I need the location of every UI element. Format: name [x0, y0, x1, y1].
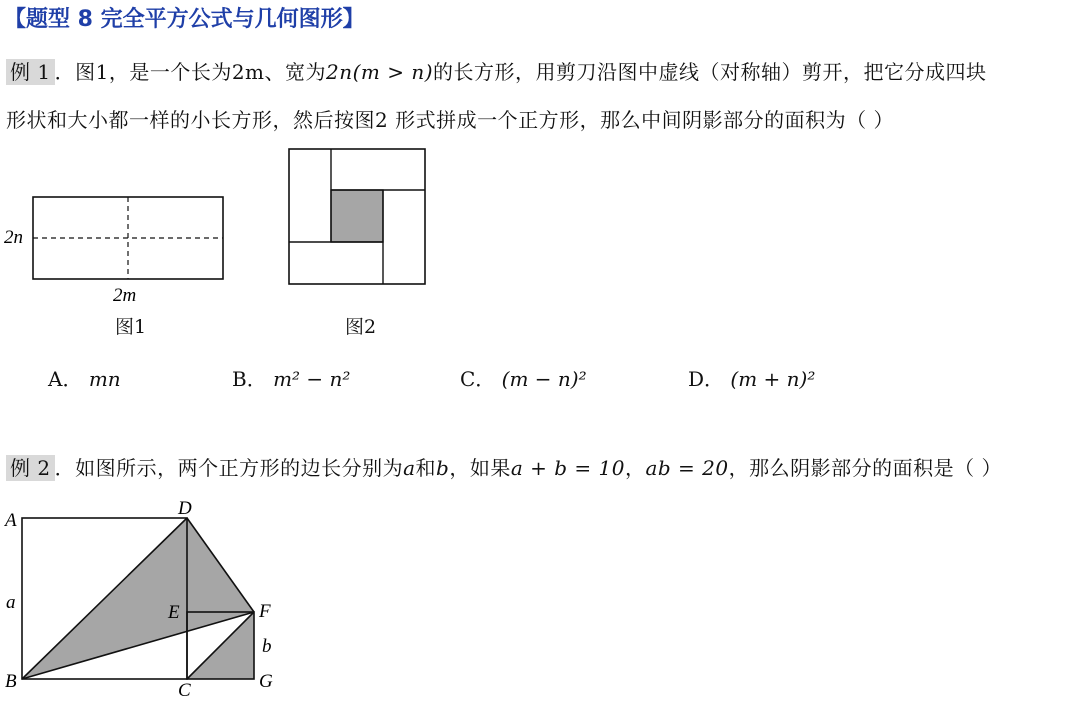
option-c-text: (m − n)²	[501, 367, 587, 391]
option-c-key: C．	[460, 367, 496, 391]
option-a[interactable]	[48, 363, 121, 392]
example2-label: 例 2	[6, 455, 55, 481]
option-b-key: B．	[232, 367, 267, 391]
example2-var-a: a	[403, 456, 416, 480]
example2-text-a: ．如图所示，两个正方形的边长分别为	[54, 456, 404, 480]
example2-cond1: a + b = 10	[510, 456, 625, 480]
option-d-key: D．	[688, 367, 725, 391]
option-c[interactable]	[460, 363, 587, 392]
option-a-text: mn	[88, 367, 121, 391]
option-d-text: (m + n)²	[730, 367, 816, 391]
label-g: G	[259, 671, 273, 692]
label-a: A	[5, 510, 17, 531]
label-e: E	[168, 602, 180, 623]
label-f: F	[259, 601, 271, 622]
label-b: B	[5, 671, 17, 692]
example2-comma: ，	[624, 456, 646, 480]
option-d[interactable]	[688, 363, 815, 392]
example1-line1	[6, 56, 987, 85]
example2-cond2: ab = 20	[645, 456, 729, 480]
option-b[interactable]	[232, 363, 350, 392]
fig1-side-label: 2n	[4, 227, 23, 248]
example2-line	[6, 452, 1002, 481]
example1-line2: 形状和大小都一样的小长方形，然后按图2 形式拼成一个正方形，那么中间阴影部分的面积为（ ）	[6, 108, 894, 132]
example1-text-b: 的长方形，用剪刀沿图中虚线（对称轴）剪开，把它分成四块	[433, 60, 987, 84]
fig1-caption: 图1	[115, 316, 147, 338]
example1-text-a: ．图1，是一个长为2m、宽为	[54, 60, 327, 84]
figure-example2	[0, 490, 300, 703]
fig2-shaded-square	[331, 190, 383, 242]
label-c: C	[178, 680, 191, 701]
side-b-label: b	[262, 636, 272, 657]
example2-text-b: ，如果	[449, 456, 511, 480]
figure1	[0, 180, 240, 310]
side-a-label: a	[6, 592, 16, 613]
option-b-text: m² − n²	[273, 367, 351, 391]
example1-expr: 2n(m > n)	[326, 60, 434, 84]
option-a-key: A．	[48, 367, 83, 391]
example1-label: 例 1	[6, 59, 55, 85]
figure2	[280, 140, 440, 290]
example2-var-b: b	[436, 456, 450, 480]
example2-text-c: ，那么阴影部分的面积是（ ）	[728, 456, 1002, 480]
label-d: D	[178, 498, 192, 519]
example2-and: 和	[415, 456, 437, 480]
section-title: 【题型 8 完全平方公式与几何图形】	[4, 7, 365, 32]
fig2-caption: 图2	[345, 316, 377, 338]
fig1-bottom-label: 2m	[113, 285, 137, 306]
